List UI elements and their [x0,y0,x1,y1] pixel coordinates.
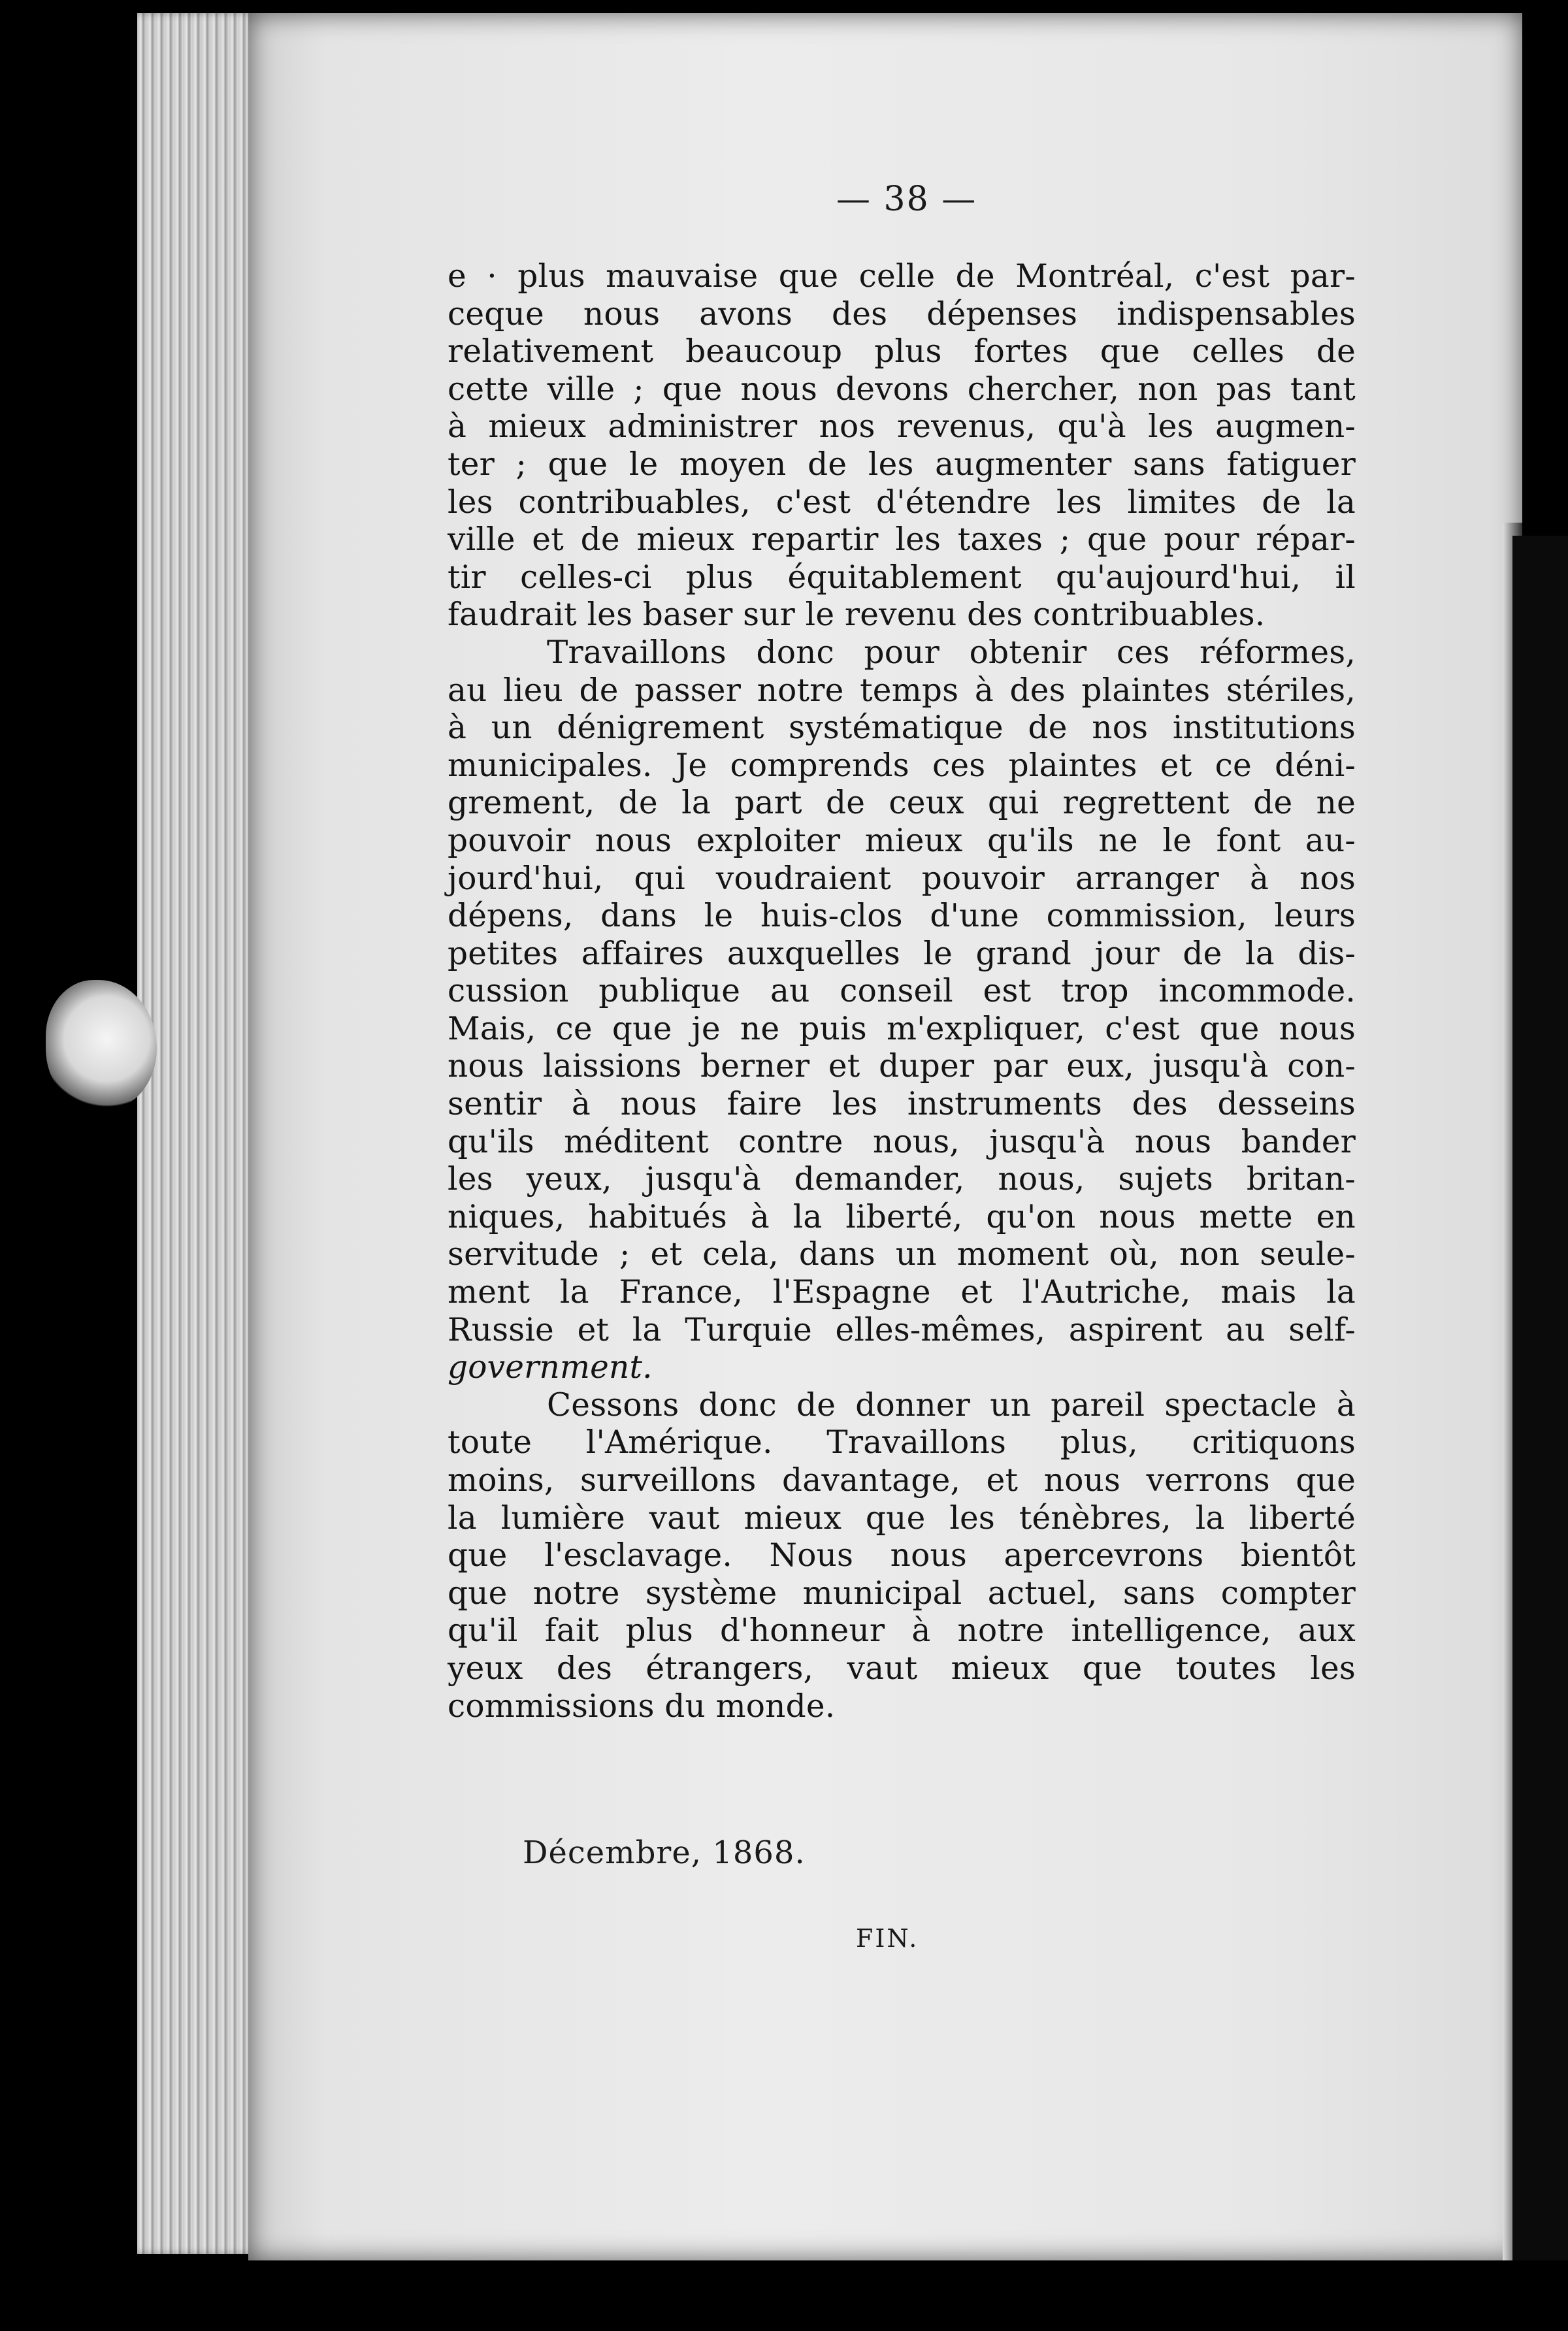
text-line: commissions du monde. [448,1687,836,1725]
right-shadow [1512,536,1568,2260]
text-line: yeux des étrangers, vaut mieux que toutes les [448,1650,1356,1687]
text-line: ment la France, l'Espagne et l'Autriche, mais la [448,1274,1356,1311]
date-line: Décembre, 1868. [523,1834,806,1871]
text-line: Cessons donc de donner un pareil spectacle à [547,1386,1356,1424]
text-line: que notre système municipal actuel, sans compter [448,1574,1356,1612]
text-line: les yeux, jusqu'à demander, nous, sujets britan- [448,1161,1356,1198]
text-line: municipales. Je comprends ces plaintes et ce déni- [448,747,1356,784]
text-line: les contribuables, c'est d'étendre les limites de la [448,483,1356,521]
text-line: government. [448,1349,653,1386]
text-line: e · plus mauvaise que celle de Montréal, c'est par- [448,258,1356,295]
text-line: qu'ils méditent contre nous, jusqu'à nous bander [448,1123,1356,1160]
text-line: la lumière vaut mieux que les ténèbres, la liberté [448,1499,1356,1537]
text-line: que l'esclavage. Nous nous apercevrons bientôt [448,1537,1356,1574]
text-line: à un dénigrement systématique de nos institutions [448,709,1356,747]
page-stack-edges [137,13,261,2254]
text-line: ter ; que le moyen de les augmenter sans fatiguer [448,446,1356,483]
text-line: qu'il fait plus d'honneur à notre intelligence, aux [448,1612,1356,1650]
text-line: toute l'Amérique. Travaillons plus, critiquons [448,1424,1356,1461]
text-line: pouvoir nous exploiter mieux qu'ils ne le font au- [448,822,1356,859]
text-line: petites affaires auxquelles le grand jour de la dis- [448,935,1356,972]
text-line: sentir à nous faire les instruments des desseins [448,1086,1356,1123]
text-line: cussion publique au conseil est trop incommode. [448,973,1356,1010]
text-line: faudrait les baser sur le revenu des contribuables. [448,596,1266,634]
text-line: Mais, ce que je ne puis m'expliquer, c'est que nous [448,1010,1356,1047]
text-line: ceque nous avons des dépenses indispensables [448,295,1356,333]
text-line: Russie et la Turquie elles-mêmes, aspirent au self- [448,1311,1356,1348]
text-line: dépens, dans le huis-clos d'une commission, leurs [448,898,1356,935]
end-marker: FIN. [856,1924,919,1953]
text-line: niques, habitués à la liberté, qu'on nous mette en [448,1198,1356,1235]
page-number: — 38 — [836,180,977,219]
text-line: Travaillons donc pour obtenir ces réformes, [547,634,1356,671]
text-line: grement, de la part de ceux qui regrettent de ne [448,785,1356,822]
text-line: cette ville ; que nous devons chercher, non pas tant [448,370,1356,408]
text-line: tir celles-ci plus équitablement qu'aujourd'hui, il [448,559,1356,596]
text-line: au lieu de passer notre temps à des plaintes stériles, [448,672,1356,709]
text-line: moins, surveillons davantage, et nous verrons que [448,1462,1356,1499]
body-text [448,258,1356,1725]
text-line: jourd'hui, qui voudraient pouvoir arranger à nos [448,860,1356,897]
text-line: servitude ; et cela, dans un moment où, non seule- [448,1236,1356,1273]
text-line: relativement beaucoup plus fortes que celles de [448,333,1356,370]
text-line: à mieux administrer nos revenus, qu'à les augmen- [448,408,1356,446]
text-line: ville et de mieux repartir les taxes ; que pour répar- [448,521,1356,559]
text-line: nous laissions berner et duper par eux, jusqu'à con- [448,1048,1356,1085]
